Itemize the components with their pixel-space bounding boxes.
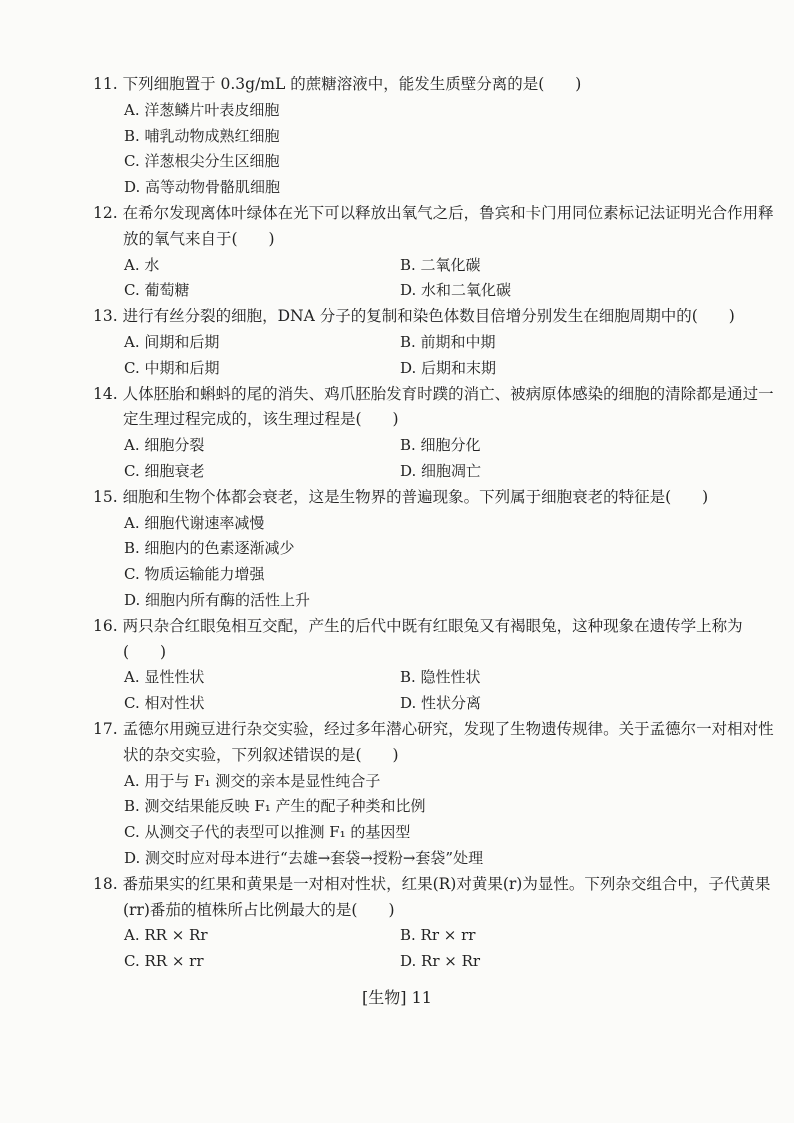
- option-a: A. 间期和后期: [124, 332, 220, 351]
- option-b: B. Rr × rr: [400, 926, 476, 945]
- option-a: A. RR × Rr: [124, 926, 208, 945]
- option-b: B. 测交结果能反映 F₁ 产生的配子种类和比例: [124, 797, 426, 816]
- option-c: C. 从测交子代的表型可以推测 F₁ 的基因型: [124, 823, 411, 842]
- option-a: A. 用于与 F₁ 测交的亲本是显性纯合子: [124, 771, 381, 790]
- option-d: D. 细胞凋亡: [400, 461, 482, 480]
- option-b: B. 前期和中期: [400, 332, 496, 351]
- question-options: [124, 511, 744, 614]
- option-b: B. 细胞内的色素逐渐减少: [124, 539, 295, 558]
- option-a: A. 洋葱鳞片叶表皮细胞: [124, 100, 280, 119]
- question-options: [124, 330, 744, 382]
- question-12: [0, 201, 794, 304]
- option-d: D. Rr × Rr: [400, 952, 481, 971]
- option-d: D. 细胞内所有酶的活性上升: [124, 590, 311, 609]
- question-15: [0, 485, 794, 614]
- question-stem: 15. 细胞和生物个体都会衰老，这是生物界的普遍现象。下列属于细胞衰老的特征是( ): [93, 487, 709, 506]
- page-footer: [生物] 11: [362, 988, 432, 1007]
- question-stem: 17. 孟德尔用豌豆进行杂交实验，经过多年潜心研究，发现了生物遗传规律。关于孟德尔一对相对性状的杂交实验，下列叙述错误的是( ): [93, 719, 774, 764]
- question-options: [124, 433, 744, 485]
- question-stem: 11. 下列细胞置于 0.3g/mL 的蔗糖溶液中，能发生质壁分离的是( ): [93, 75, 582, 93]
- question-stem: 16. 两只杂合红眼兔相互交配，产生的后代中既有红眼兔又有褐眼兔，这种现象在遗传学上称为( ): [93, 616, 743, 661]
- option-c: C. 洋葱根尖分生区细胞: [124, 152, 280, 171]
- question-stem: 12. 在希尔发现离体叶绿体在光下可以释放出氧气之后，鲁宾和卡门用同位素标记法证明光合作用释放的氧气来自于( ): [93, 203, 774, 248]
- question-13: [0, 304, 794, 381]
- option-a: A. 细胞分裂: [124, 436, 205, 455]
- question-options: [124, 923, 744, 975]
- question-14: [0, 382, 794, 485]
- question-options: [124, 665, 744, 717]
- option-d: D. 高等动物骨骼肌细胞: [124, 178, 281, 197]
- option-c: C. 相对性状: [124, 694, 205, 713]
- question-16: [0, 614, 794, 717]
- question-18: [0, 872, 794, 975]
- question-stem: 18. 番茄果实的红果和黄果是一对相对性状，红果(R)对黄果(r)为显性。下列杂交组合中，子代黄果(rr)番茄的植株所占比例最大的是( ): [93, 874, 771, 919]
- option-d: D. 水和二氧化碳: [400, 281, 512, 300]
- question-17: [0, 717, 794, 872]
- question-list: [0, 72, 794, 975]
- question-options: [124, 769, 744, 872]
- option-a: A. 细胞代谢速率减慢: [124, 513, 265, 532]
- option-c: C. 细胞衰老: [124, 461, 205, 480]
- option-c: C. 葡萄糖: [124, 281, 190, 300]
- question-stem: 14. 人体胚胎和蝌蚪的尾的消失、鸡爪胚胎发育时蹼的消亡、被病原体感染的细胞的清除都是通过一定生理过程完成的，该生理过程是( ): [93, 384, 774, 429]
- option-b: B. 细胞分化: [400, 436, 481, 455]
- option-d: D. 性状分离: [400, 694, 482, 713]
- option-c: C. RR × rr: [124, 952, 204, 971]
- option-c: C. 物质运输能力增强: [124, 565, 265, 584]
- option-b: B. 隐性性状: [400, 668, 481, 687]
- option-b: B. 二氧化碳: [400, 255, 481, 274]
- question-stem: 13. 进行有丝分裂的细胞，DNA 分子的复制和染色体数目倍增分别发生在细胞周期中的( ): [93, 307, 735, 326]
- option-d: D. 后期和末期: [400, 358, 497, 377]
- option-a: A. 水: [124, 255, 160, 274]
- question-options: [124, 253, 744, 305]
- question-options: [124, 98, 744, 201]
- option-c: C. 中期和后期: [124, 358, 220, 377]
- question-11: [0, 72, 794, 201]
- option-d: D. 测交时应对母本进行“去雄→套袋→授粉→套袋”处理: [124, 848, 484, 867]
- option-a: A. 显性性状: [124, 668, 205, 687]
- option-b: B. 哺乳动物成熟红细胞: [124, 126, 280, 145]
